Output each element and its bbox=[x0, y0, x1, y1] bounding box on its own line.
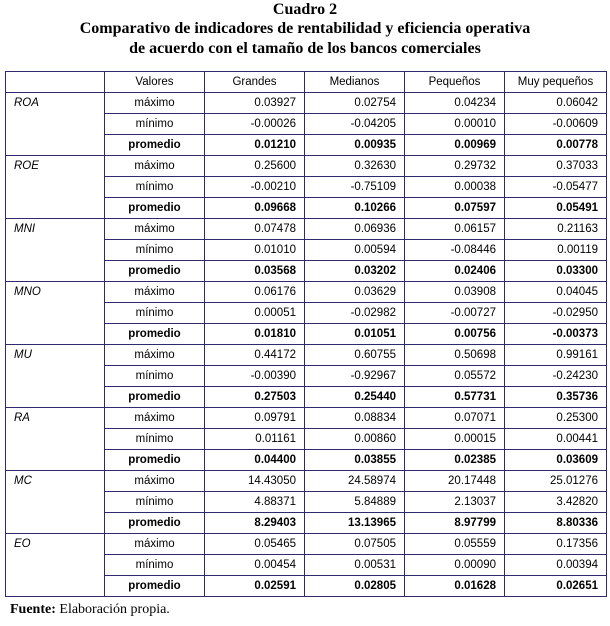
value-cell: 0.02385 bbox=[405, 450, 505, 471]
value-type-cell: mínimo bbox=[105, 429, 205, 450]
value-cell: 0.04045 bbox=[505, 282, 607, 303]
table-body bbox=[6, 93, 607, 597]
indicator-cell: MNI bbox=[6, 219, 105, 282]
value-cell: 0.02805 bbox=[305, 576, 405, 597]
value-cell: 0.05491 bbox=[505, 198, 607, 219]
value-cell: 0.00090 bbox=[405, 555, 505, 576]
value-cell: 0.25600 bbox=[205, 156, 305, 177]
value-cell: 25.01276 bbox=[505, 471, 607, 492]
value-cell: 0.00119 bbox=[505, 240, 607, 261]
table-row bbox=[6, 156, 607, 177]
value-cell: -0.00210 bbox=[205, 177, 305, 198]
value-cell: -0.75109 bbox=[305, 177, 405, 198]
value-cell: 0.17356 bbox=[505, 534, 607, 555]
value-cell: 5.84889 bbox=[305, 492, 405, 513]
value-cell: -0.00727 bbox=[405, 303, 505, 324]
value-cell: -0.24230 bbox=[505, 366, 607, 387]
value-cell: 0.02406 bbox=[405, 261, 505, 282]
indicator-cell: ROE bbox=[6, 156, 105, 219]
value-cell: 0.06042 bbox=[505, 93, 607, 114]
value-cell: 0.99161 bbox=[505, 345, 607, 366]
value-cell: 0.29732 bbox=[405, 156, 505, 177]
value-cell: 0.01051 bbox=[305, 324, 405, 345]
value-cell: 0.60755 bbox=[305, 345, 405, 366]
indicator-cell: ROA bbox=[6, 93, 105, 156]
value-cell: 0.21163 bbox=[505, 219, 607, 240]
value-cell: 0.01010 bbox=[205, 240, 305, 261]
value-cell: 0.00860 bbox=[305, 429, 405, 450]
table-row bbox=[6, 534, 607, 555]
value-cell: 0.57731 bbox=[405, 387, 505, 408]
value-type-cell: mínimo bbox=[105, 240, 205, 261]
value-type-cell: máximo bbox=[105, 408, 205, 429]
value-cell: 0.44172 bbox=[205, 345, 305, 366]
value-cell: 0.25300 bbox=[505, 408, 607, 429]
header-cell: Valores bbox=[105, 72, 205, 93]
value-cell: 24.58974 bbox=[305, 471, 405, 492]
value-cell: 13.13965 bbox=[305, 513, 405, 534]
value-cell: 0.10266 bbox=[305, 198, 405, 219]
value-cell: 0.07505 bbox=[305, 534, 405, 555]
value-cell: 0.01161 bbox=[205, 429, 305, 450]
value-cell: 0.02754 bbox=[305, 93, 405, 114]
indicator-cell: MC bbox=[6, 471, 105, 534]
table-caption-number: Cuadro 2 bbox=[272, 1, 338, 18]
value-cell: 0.03300 bbox=[505, 261, 607, 282]
value-type-cell: promedio bbox=[105, 198, 205, 219]
value-type-cell: mínimo bbox=[105, 303, 205, 324]
indicator-cell: MNO bbox=[6, 282, 105, 345]
value-cell: 0.05465 bbox=[205, 534, 305, 555]
value-cell: 0.00051 bbox=[205, 303, 305, 324]
value-cell: 0.03855 bbox=[305, 450, 405, 471]
value-cell: 0.00756 bbox=[405, 324, 505, 345]
header-cell: Medianos bbox=[305, 72, 405, 93]
value-cell: 0.09668 bbox=[205, 198, 305, 219]
value-cell: 0.37033 bbox=[505, 156, 607, 177]
value-cell: 0.01810 bbox=[205, 324, 305, 345]
value-cell: 0.09791 bbox=[205, 408, 305, 429]
value-type-cell: promedio bbox=[105, 261, 205, 282]
value-cell: -0.08446 bbox=[405, 240, 505, 261]
value-cell: 0.07478 bbox=[205, 219, 305, 240]
value-type-cell: máximo bbox=[105, 219, 205, 240]
value-cell: 0.00010 bbox=[405, 114, 505, 135]
table-row bbox=[6, 408, 607, 429]
value-cell: 0.27503 bbox=[205, 387, 305, 408]
value-cell: -0.00609 bbox=[505, 114, 607, 135]
table-row bbox=[6, 471, 607, 492]
value-cell: 0.07071 bbox=[405, 408, 505, 429]
table-title-line-2: de acuerdo con el tamaño de los bancos comerciales bbox=[129, 40, 481, 57]
value-cell: 0.01210 bbox=[205, 135, 305, 156]
value-cell: 0.00394 bbox=[505, 555, 607, 576]
value-type-cell: máximo bbox=[105, 471, 205, 492]
value-cell: 0.04234 bbox=[405, 93, 505, 114]
value-cell: 0.03568 bbox=[205, 261, 305, 282]
value-type-cell: promedio bbox=[105, 576, 205, 597]
header-cell: Pequeños bbox=[405, 72, 505, 93]
source-text: Elaboración propia. bbox=[59, 602, 170, 617]
value-cell: -0.04205 bbox=[305, 114, 405, 135]
value-type-cell: promedio bbox=[105, 450, 205, 471]
value-cell: 0.00531 bbox=[305, 555, 405, 576]
value-type-cell: mínimo bbox=[105, 114, 205, 135]
value-cell: 0.02651 bbox=[505, 576, 607, 597]
value-cell: 0.01628 bbox=[405, 576, 505, 597]
value-cell: 0.35736 bbox=[505, 387, 607, 408]
table-row bbox=[6, 282, 607, 303]
value-cell: 3.42820 bbox=[505, 492, 607, 513]
table-row bbox=[6, 219, 607, 240]
table-title-line-1: Comparativo de indicadores de rentabilidad y eficiencia operativa bbox=[79, 20, 531, 37]
value-cell: 0.00038 bbox=[405, 177, 505, 198]
value-cell: 0.32630 bbox=[305, 156, 405, 177]
header-cell: Grandes bbox=[205, 72, 305, 93]
value-cell: 0.07597 bbox=[405, 198, 505, 219]
value-cell: 0.03908 bbox=[405, 282, 505, 303]
value-cell: 0.25440 bbox=[305, 387, 405, 408]
value-type-cell: mínimo bbox=[105, 555, 205, 576]
value-type-cell: mínimo bbox=[105, 366, 205, 387]
value-cell: 0.00969 bbox=[405, 135, 505, 156]
value-cell: 0.00778 bbox=[505, 135, 607, 156]
value-cell: 14.43050 bbox=[205, 471, 305, 492]
indicator-cell: EO bbox=[6, 534, 105, 597]
table-row bbox=[6, 345, 607, 366]
indicators-table bbox=[5, 71, 607, 597]
source-note bbox=[10, 602, 170, 618]
value-cell: 0.05559 bbox=[405, 534, 505, 555]
value-cell: 0.00594 bbox=[305, 240, 405, 261]
value-type-cell: máximo bbox=[105, 93, 205, 114]
value-type-cell: máximo bbox=[105, 534, 205, 555]
value-cell: 0.05572 bbox=[405, 366, 505, 387]
value-cell: -0.02982 bbox=[305, 303, 405, 324]
value-cell: 0.00441 bbox=[505, 429, 607, 450]
value-type-cell: máximo bbox=[105, 156, 205, 177]
value-cell: 8.97799 bbox=[405, 513, 505, 534]
value-cell: 8.80336 bbox=[505, 513, 607, 534]
value-type-cell: promedio bbox=[105, 513, 205, 534]
value-cell: -0.92967 bbox=[305, 366, 405, 387]
value-cell: -0.00373 bbox=[505, 324, 607, 345]
value-cell: 4.88371 bbox=[205, 492, 305, 513]
value-type-cell: mínimo bbox=[105, 492, 205, 513]
value-type-cell: máximo bbox=[105, 282, 205, 303]
value-cell: -0.00026 bbox=[205, 114, 305, 135]
value-cell: 0.50698 bbox=[405, 345, 505, 366]
value-cell: 0.00935 bbox=[305, 135, 405, 156]
value-cell: 0.00454 bbox=[205, 555, 305, 576]
value-type-cell: promedio bbox=[105, 387, 205, 408]
value-cell: 0.03629 bbox=[305, 282, 405, 303]
value-cell: 20.17448 bbox=[405, 471, 505, 492]
value-cell: 0.03609 bbox=[505, 450, 607, 471]
indicator-cell: RA bbox=[6, 408, 105, 471]
value-type-cell: promedio bbox=[105, 324, 205, 345]
value-cell: 0.08834 bbox=[305, 408, 405, 429]
value-cell: 0.02591 bbox=[205, 576, 305, 597]
value-type-cell: mínimo bbox=[105, 177, 205, 198]
value-cell: 0.03202 bbox=[305, 261, 405, 282]
value-cell: 0.00015 bbox=[405, 429, 505, 450]
value-cell: 0.06176 bbox=[205, 282, 305, 303]
source-label: Fuente: bbox=[10, 602, 56, 617]
value-cell: 0.03927 bbox=[205, 93, 305, 114]
table-row bbox=[6, 93, 607, 114]
value-cell: 8.29403 bbox=[205, 513, 305, 534]
indicator-cell: MU bbox=[6, 345, 105, 408]
value-cell: -0.00390 bbox=[205, 366, 305, 387]
value-cell: 0.06157 bbox=[405, 219, 505, 240]
value-type-cell: promedio bbox=[105, 135, 205, 156]
value-type-cell: máximo bbox=[105, 345, 205, 366]
header-cell: Muy pequeños bbox=[505, 72, 607, 93]
value-cell: -0.02950 bbox=[505, 303, 607, 324]
header-row bbox=[6, 72, 607, 93]
value-cell: 0.04400 bbox=[205, 450, 305, 471]
value-cell: 0.06936 bbox=[305, 219, 405, 240]
value-cell: 2.13037 bbox=[405, 492, 505, 513]
header-cell bbox=[6, 72, 105, 93]
value-cell: -0.05477 bbox=[505, 177, 607, 198]
